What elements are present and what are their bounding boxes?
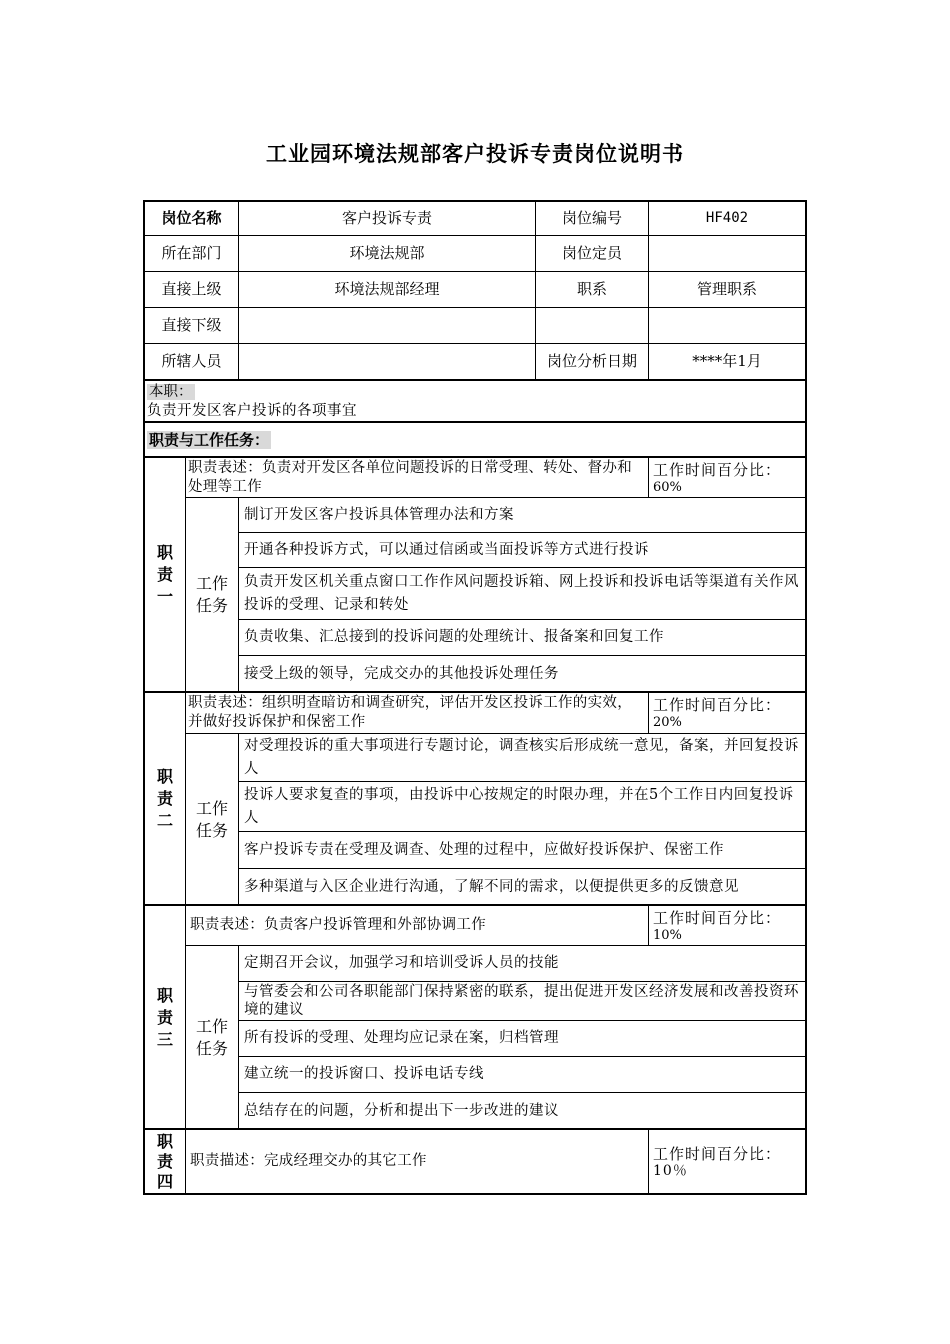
page-title: 工业园环境法规部客户投诉专责岗位说明书 [266, 142, 684, 166]
duty3-desc: 职责表述：负责客户投诉管理和外部协调工作 [190, 917, 486, 933]
value-analysis-date: ****年1月 [692, 352, 762, 370]
duty1-name: 职责一 [156, 543, 173, 606]
duty1-task-1: 制订开发区客户投诉具体管理办法和方案 [244, 506, 514, 523]
duty3-task-5: 总结存在的问题，分析和提出下一步改进的建议 [244, 1102, 559, 1119]
duty3-pct-label: 工作时间百分比： [653, 908, 782, 927]
duty1-pct: 60% [653, 480, 682, 495]
duty2-task-2: 投诉人要求复查的事项，由投诉中心按规定的时限办理，并在5个工作日内回复投诉人 [244, 786, 794, 826]
value-staff [239, 344, 535, 379]
duty2-pct-label: 工作时间百分比： [653, 696, 782, 714]
duty1-pct-label: 工作时间百分比： [653, 461, 782, 479]
label-empty [536, 308, 648, 343]
duty4-desc: 职责描述：完成经理交办的其它工作 [190, 1153, 427, 1169]
duty2-desc: 职责表述：组织明查暗访和调查研究，评估开发区投诉工作的实效，并做好投诉保护和保密工作 [188, 695, 632, 730]
duty2-task-1: 对受理投诉的重大事项进行专题讨论，调查核实后形成统一意见，备案，并回复投诉人 [244, 737, 799, 777]
duty2-name: 职责二 [156, 767, 173, 830]
duty1-task-3: 负责开发区机关重点窗口工作作风问题投诉箱、网上投诉和投诉电话等渠道有关作风投诉的受理、记录和转处 [244, 573, 799, 613]
label-department: 所在部门 [161, 244, 222, 262]
duty3-name: 职责三 [156, 985, 173, 1049]
summary-label: 本职： [149, 384, 193, 400]
row-divider [143, 421, 807, 423]
value-job-family: 管理职系 [696, 280, 757, 298]
duty1-task-2: 开通各种投诉方式，可以通过信函或当面投诉等方式进行投诉 [244, 541, 649, 558]
summary-text: 负责开发区客户投诉的各项事宜 [147, 403, 357, 419]
duty2-task-4: 多种渠道与入区企业进行沟通，了解不同的需求，以便提供更多的反馈意见 [244, 878, 739, 895]
value-department: 环境法规部 [349, 244, 425, 262]
duty2-pct: 20% [653, 715, 682, 730]
duty3-pct: 10% [653, 927, 682, 943]
duty4-pct: 10％ [653, 1162, 688, 1179]
duty2-task-3: 客户投诉专责在受理及调查、处理的过程中，应做好投诉保护、保密工作 [244, 841, 724, 858]
duty4-name: 职责四 [156, 1131, 173, 1191]
label-post-name: 岗位名称 [161, 209, 222, 227]
duty3-task-3: 所有投诉的受理、处理均应记录在案，归档管理 [244, 1030, 559, 1046]
duty2-task-label: 工作任务 [195, 798, 228, 840]
label-superior: 直接上级 [161, 280, 222, 298]
duties-heading: 职责与工作任务： [149, 431, 270, 449]
duty3-task-1: 定期召开会议，加强学习和培训受诉人员的技能 [244, 955, 559, 971]
duty1-desc: 职责表述：负责对开发区各单位问题投诉的日常受理、转处、督办和处理等工作 [188, 460, 632, 495]
label-headcount: 岗位定员 [561, 244, 622, 262]
duty3-task-label: 工作任务 [195, 1016, 228, 1058]
value-post-name: 客户投诉专责 [341, 209, 432, 227]
value-empty [649, 308, 805, 343]
label-post-code: 岗位编号 [561, 209, 622, 227]
row-divider [143, 379, 807, 381]
value-subordinate [239, 308, 535, 343]
duty1-task-5: 接受上级的领导，完成交办的其他投诉处理任务 [244, 665, 559, 682]
duty1-task-4: 负责收集、汇总接到的投诉问题的处理统计、报备案和回复工作 [244, 629, 664, 645]
row-divider [143, 456, 807, 458]
duty4-pct-label: 工作时间百分比： [653, 1144, 782, 1163]
value-superior: 环境法规部经理 [334, 280, 440, 298]
label-staff: 所辖人员 [161, 352, 222, 370]
value-headcount [649, 236, 805, 271]
label-analysis-date: 岗位分析日期 [546, 352, 637, 370]
duty3-task-2: 与管委会和公司各职能部门保持紧密的联系，提出促进开发区经济发展和改善投资环境的建议 [244, 984, 799, 1018]
label-job-family: 职系 [576, 280, 607, 298]
value-post-code: HF402 [705, 210, 749, 226]
duty3-task-4: 建立统一的投诉窗口、投诉电话专线 [244, 1066, 484, 1082]
label-subordinate: 直接下级 [161, 316, 222, 334]
duty1-task-label: 工作任务 [195, 574, 228, 615]
